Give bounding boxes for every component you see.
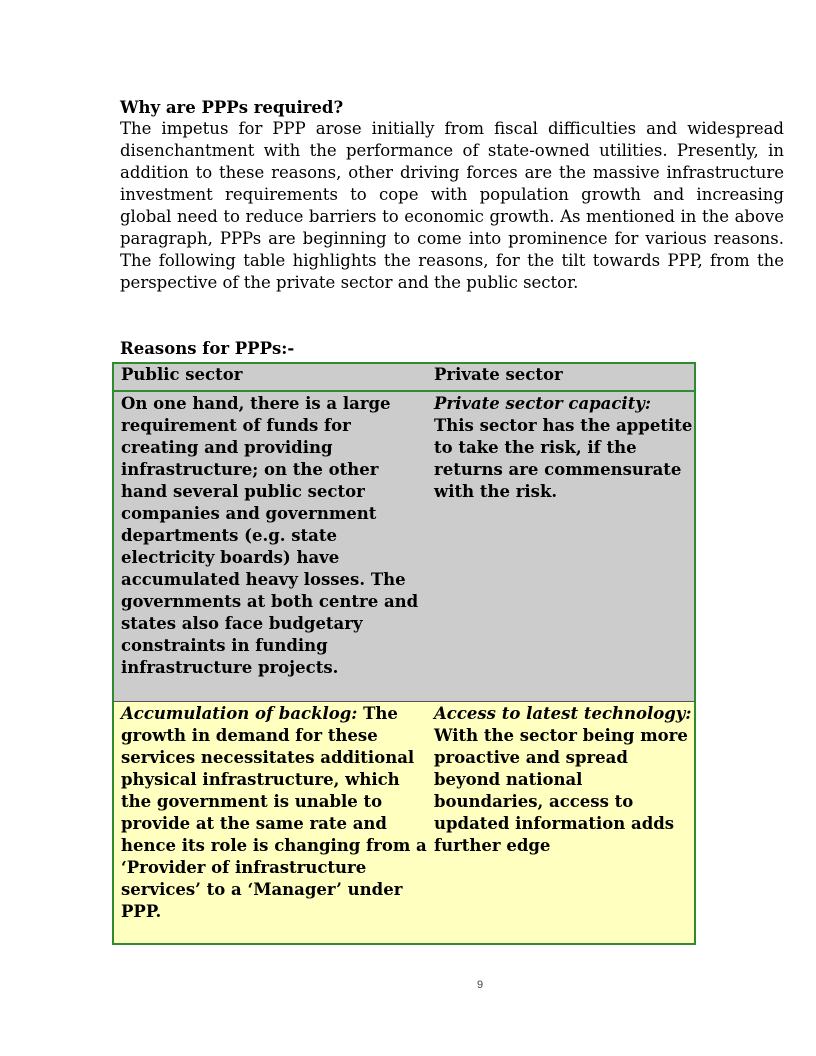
table-heading: Reasons for PPPs:- bbox=[120, 339, 295, 358]
private-technology-text: With the sector being more proactive and spread beyond national boundaries, access to updated information adds further edge bbox=[434, 726, 688, 855]
cell-public-funding bbox=[113, 391, 427, 702]
public-funding-text: On one hand, there is a large requirement of funds for creating and providing infrastructure; on the other hand several public sector companies and government departments (e.g. state electricity boards) have accumulated heavy losses. The governments at both centre and states also face budgetary constraints in funding infrastructure projects. bbox=[121, 394, 419, 677]
header-public-sector: Public sector bbox=[113, 363, 427, 391]
private-technology-title: Access to latest technology: bbox=[434, 704, 692, 723]
table-row bbox=[113, 702, 695, 945]
private-capacity-text: This sector has the appetite to take the risk, if the returns are commensurate with the risk. bbox=[434, 416, 693, 501]
cell-private-technology bbox=[427, 702, 695, 945]
table-header-row bbox=[113, 363, 695, 391]
cell-private-capacity bbox=[427, 391, 695, 702]
private-capacity-title: Private sector capacity: bbox=[434, 394, 651, 413]
header-private-sector: Private sector bbox=[427, 363, 695, 391]
cell-public-backlog bbox=[113, 702, 427, 945]
table-row bbox=[113, 391, 695, 702]
intro-paragraph: The impetus for PPP arose initially from fiscal difficulties and widespread disenchantment with the performance of state-owned utilities. Presently, in addition to these reasons, other driving forces are the massive infrastructure investment requirements to cope with population growth and increasing global need to reduce barriers to economic growth. As mentioned in the above paragraph, PPPs are beginning to come into prominence for various reasons. The following table highlights the reasons, for the tilt towards PPP, from the perspective of the private sector and the public sector. bbox=[120, 119, 784, 292]
reasons-table bbox=[112, 362, 696, 945]
section-heading: Why are PPPs required? bbox=[120, 98, 344, 117]
page-number: 9 bbox=[476, 979, 484, 991]
public-backlog-title: Accumulation of backlog: bbox=[121, 704, 358, 723]
public-backlog-text: The growth in demand for these services necessitates additional physical infrastructure, which the government is unable to provide at the same rate and hence its role is changing from a ‘Provider of infrastructure services’ to a ‘Manager’ under PPP. bbox=[121, 704, 427, 921]
